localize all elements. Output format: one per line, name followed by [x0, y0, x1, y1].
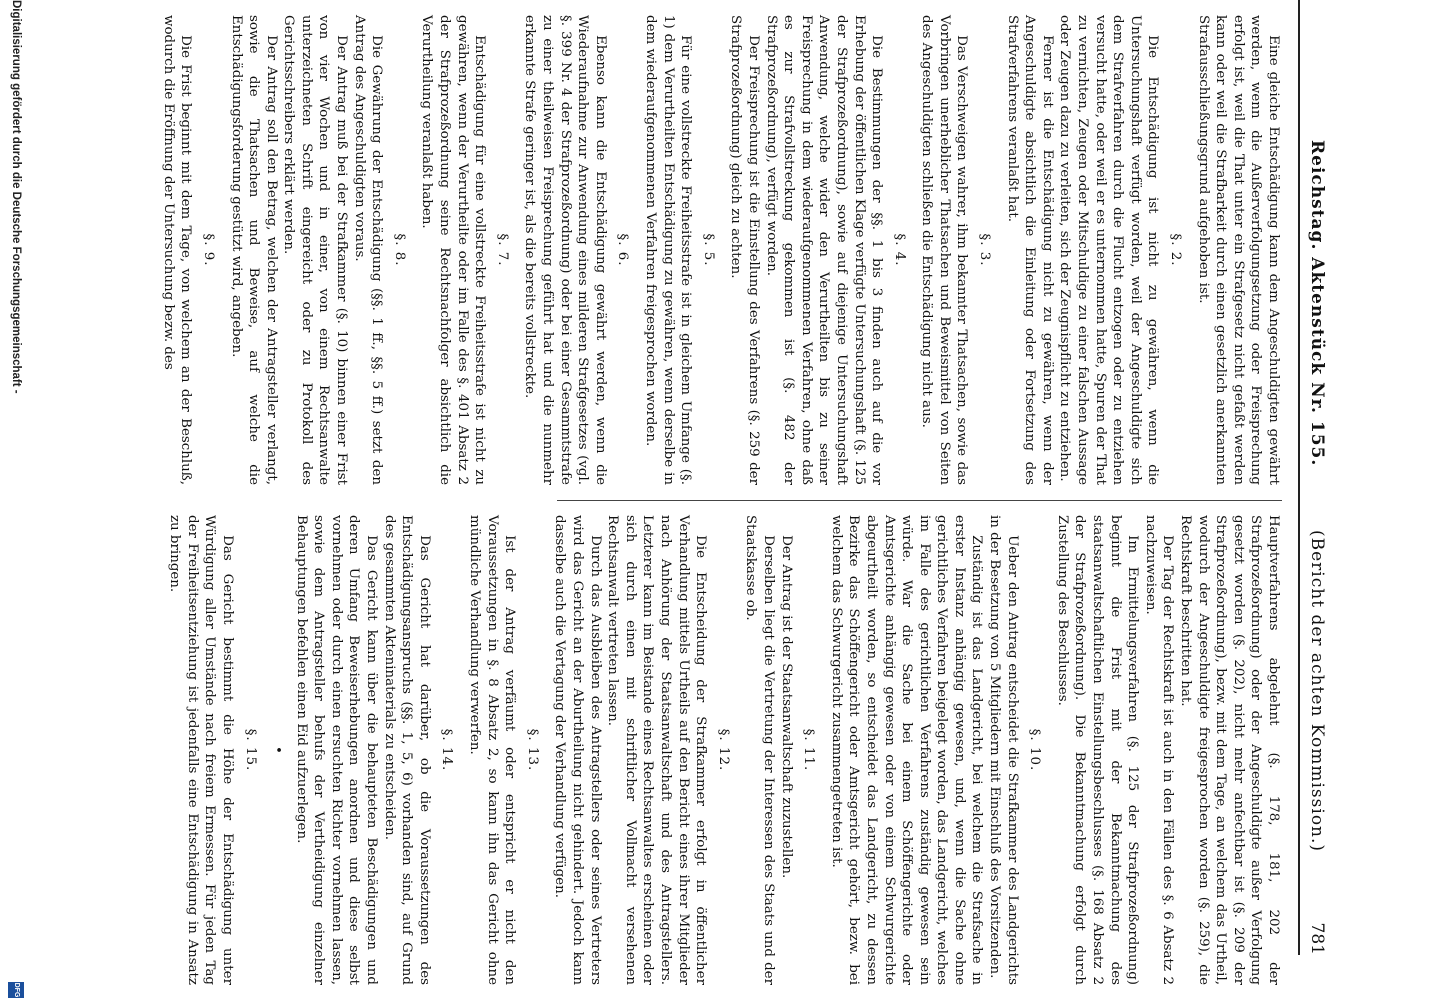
- section-heading: §. 9.: [200, 233, 216, 267]
- section-heading: §. 14.: [439, 728, 455, 772]
- digitization-footer: [3, 0, 27, 1000]
- paragraph: Ist der Antrag verfäumt oder entspricht er nicht den Voraussetzungen in §. 8 Absatz 2, so kann ihn das Gericht ohne mündliche Verhandlung verwerfen.: [467, 515, 518, 985]
- section-heading: §. 8.: [391, 233, 407, 267]
- page-header: [1303, 15, 1327, 955]
- page-number: 781: [1307, 922, 1327, 955]
- paragraph: Der Antrag muß bei der Strafkammer (§. 10) binnen einer Frist von vier Wochen und in einer, von einem Rechtsanwalte unterzeichneten Schrift eingereicht oder zu Protokoll des Gerichtsschreibers erklärt werden.: [281, 15, 350, 485]
- section-heading: §. 11.: [801, 728, 817, 772]
- paragraph: Das Gericht kann über die behaupteten Beschädigungen und deren Umfang Beweiserhebungen anordnen und diese selbst vornehmen oder durch einen ersuchten Richter vornehmen lassen, sowie dem Antragsteller behufs der Vertheidigung einzelner Behauptungen befehlen einen Eid aufzuerlegen.: [293, 515, 380, 985]
- paragraph: Im Ermittelungsverfahren (§. 125 der Strafprozeßordnung) beginnt die Frist mit der Bekanntmachung des staatsanwaltschaftlichen Einstellungsbeschlusses (§. 168 Absatz 2 der Strafprozeßordnung). Die Bekanntmachung erfolgt durch Zustellung des Beschlusses.: [1054, 515, 1141, 985]
- separator-dot: •: [270, 746, 286, 754]
- section-heading: §. 10.: [1027, 728, 1043, 772]
- paragraph: Die Entscheidung der Strafkammer erfolgt in öffentlicher Verhandlung mittels Urtheils auf den Bericht eines ihrer Mitglieder nach Anhörung der Staatsanwaltschaft und des Antragstellers. Letzterer kann im Beistande eines Rechtsanwaltes erscheinen oder sich durch einen mit schriftlicher Vollmacht versehenen Rechtsanwalt vertreten lassen.: [605, 515, 709, 985]
- paragraph: Der Tag der Rechtskraft ist auch in den Fällen des §. 6 Absatz 2 nachzuweisen.: [1142, 515, 1176, 985]
- dfg-logo: DFG: [8, 982, 24, 998]
- paragraph: Das Gericht bestimmt die Höhe der Entschädigung unter Würdigung aller Umstände nach freiem Ermessen. Für jeden Tag der Freiheitsentziehung ist jedenfalls eine Entschädigung in Ansatz zu bringen.: [167, 515, 235, 985]
- paragraph: Das Verschweigen wahrer, ihm bekannter Thatsachen, sowie das Vorbringen unerheblicher Thatsachen und Beweismittel von Seiten des Angeschuldigten schließen die Entschädigung nicht aus.: [919, 15, 970, 485]
- header-right-title: (Bericht der achten Kommission.): [1307, 530, 1327, 853]
- paragraph: Ebenso kann die Entschädigung gewährt werden, wenn die Wiederaufnahme zur Anwendung eines milderen Strafgesetzes (vgl. §. 399 Nr. 4 der Strafprozeßordnung) oder bei einer Gesammtstrafe zu einer theilweisen Freisprechung geführt hat und die nunmehr erkannte Strafe geringer ist, als die bereits vollstreckte.: [522, 15, 608, 485]
- right-column: [166, 515, 1282, 985]
- section-heading: §. 15.: [242, 728, 258, 772]
- paragraph: Hauptverfahrens abgelehnt (§. 178, 181, 202 der Strafprozeßordnung) oder der Angeschuldigte außer Verfolgung gesetzt worden (§. 202), nicht mehr anfechtbar ist (§. 209 der Strafprozeßordnung), bezw. mit dem Tage, an welchem das Urtheil, wodurch der Angeschuldigte freigesprochen worden (§. 259), die Rechtskraft beschritten hat.: [1178, 515, 1281, 985]
- paragraph: Zuständig ist das Landgericht, bei welchem die Strafsache in erster Instanz anhängig gewesen, und, wenn die Sache ohne gerichtliches Verfahren beigelegt worden, das Landgericht, welches im Falle des gerichtlichen Verfahrens zuständig gewesen sein würde. War die Sache bei einem Schöffengerichte oder Amtsgerichte anhängig gewesen oder von einem Schwurgerichte abgeurtheilt worden, so entscheidet das Landgericht, zu dessen Bezirke das Schöffengericht oder Amtsgericht gehört, bezw. bei welchem das Schwurgericht zusammengetreten ist.: [828, 515, 985, 985]
- section-heading: §. 7.: [494, 233, 510, 267]
- paragraph: Durch das Ausbleiben des Antragstellers oder seines Vertreters wird das Gericht an der Aburtheilung nicht gehindert. Jedoch kann dasselbe auch die Vertagung der Verhandlung verfügen.: [552, 515, 603, 985]
- paragraph: Eine gleiche Entschädigung kann dem Angeschuldigten gewährt werden, wenn die Außerverfolgungsetzung oder Freisprechung erfolgt ist, weil die That unter ein Strafgesetz nicht gefaßt werden kann oder weil die Strafbarkeit durch einen gesetzlich anerkannten Strafausschließungsgrund aufgehoben ist.: [1195, 15, 1281, 485]
- section-heading: §. 13.: [524, 728, 540, 772]
- section-heading: §. 4.: [891, 233, 907, 267]
- paragraph: Ferner ist die Entschädigung nicht zu gewähren, wenn der Angeschuldigte absichtlich die Einleitung oder Fortsetzung des Strafverfahrens veranlaßt hat.: [1004, 15, 1055, 485]
- header-rule: [1298, 0, 1300, 955]
- paragraph: Die Frist beginnt mit dem Tage, von welchem an der Beschluß, wodurch die Eröffnung der Untersuchung bezw. des: [160, 15, 194, 485]
- paragraph: Die Gewährung der Entschädigung (§§. 1 ff., §§. 5 ff.) setzt den Antrag des Angeschuldigten voraus.: [351, 15, 385, 485]
- section-heading: §. 2.: [1168, 233, 1184, 267]
- section-heading: §. 6.: [615, 233, 631, 267]
- paragraph: Für eine vollstreckte Freiheitsstrafe ist in gleichem Umfange (§. 1) dem Verurtheilten Entschädigung zu gewähren, wenn derselbe in dem wiederaufgenommenen Verfahren freigesprochen worden.: [643, 15, 694, 485]
- paragraph: Die Bestimmungen der §§. 1 bis 3 finden auch auf die vor Erhebung der öffentlichen Klage verfügte Untersuchungshaft (§. 125 der Strafprozeßordnung), sowie auf diejenige Untersuchungshaft Anwendung, welche wider den Verurtheilten bis zu seiner Freisprechung in dem wiederaufgenommenen Verfahren, ohne daß es zur Strafvollstreckung gekommen ist (§. 482 der Strafprozeßordnung), verfügt worden.: [763, 15, 885, 485]
- footer-credit: Digitalisierung gefördert durch die Deutsche Forschungsgemeinschaft -: [10, 0, 22, 394]
- column-divider: [557, 500, 1282, 501]
- paragraph: Das Gericht hat darüber, ob die Voraussetzungen des Entschädigungsanspruchs (§§. 1, 5, 6) vorhanden sind, auf Grund des gesammten Akteninaterials zu entscheiden.: [381, 515, 432, 985]
- section-heading: §. 5.: [700, 233, 716, 267]
- section-heading: §. 12.: [715, 728, 731, 772]
- paragraph: Entschädigung für eine vollstreckte Freiheitsstrafe ist nicht zu gewähren, wenn der Verurtheilte oder im Falle des §. 401 Absatz 2 der Strafprozeßordnung seine Rechtsnachfolger absichtlich die Verurtheilung veranlaßt haben.: [419, 15, 488, 485]
- paragraph: Derselben liegt die Vertretung der Interessen des Staats und der Staatskasse ob.: [743, 515, 776, 985]
- paragraph: Der Antrag ist der Staatsanwaltschaft zuzustellen.: [778, 535, 794, 879]
- left-column: [159, 15, 1282, 485]
- paragraph: Ueber den Antrag entscheidet die Strafkammer des Landgerichts in der Besetzung von 5 Mitgliedern mit Einschluß des Vorsitzenden.: [987, 515, 1020, 985]
- header-left-title: Reichstag. Aktenstück Nr. 155.: [1307, 140, 1327, 467]
- paragraph: Der Antrag soll den Betrag, welchen der Antragsteller verlangt, sowie die Thatsachen und Beweise, auf welche die Entschädigungsforderung gestützt wird, angeben.: [228, 15, 279, 485]
- paragraph: Die Entschädigung ist nicht zu gewähren, wenn die Untersuchungshaft verfügt worden, weil der Angeschuldigte sich dem Strafverfahren durch die Flucht entzogen oder zu entziehen versucht hatte, oder weil er es unternommen hatte, Spuren der That zu vernichten, Zeugen oder Mitschuldige zu einer falschen Aussage oder Zeugen dazu zu verleiten, sich der Zeugnispflicht zu entziehen.: [1057, 15, 1161, 485]
- section-heading: §. 3.: [977, 233, 993, 267]
- paragraph: Der Freisprechung ist die Einstellung des Verfahrens (§. 259 der Strafprozeßordnung) gleich zu achten.: [728, 15, 761, 485]
